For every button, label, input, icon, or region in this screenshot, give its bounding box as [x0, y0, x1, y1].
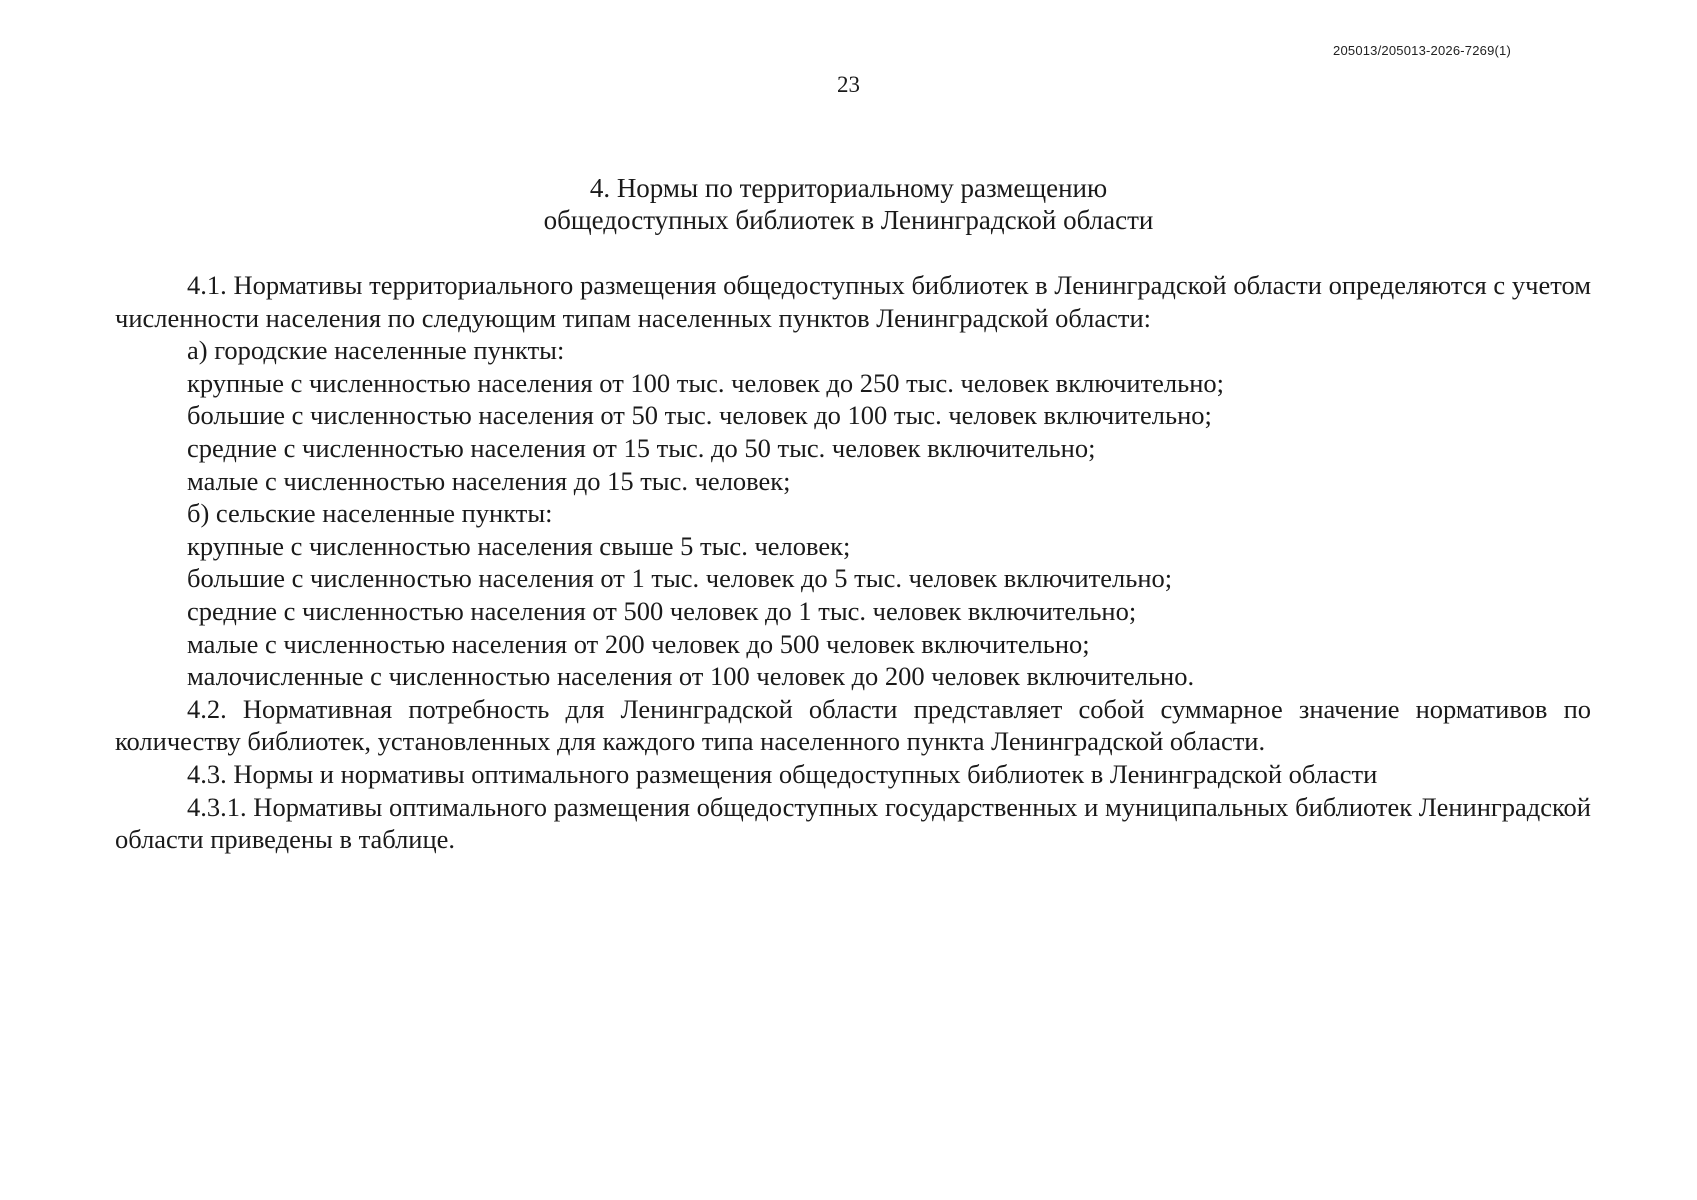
- paragraph-4-3-1: 4.3.1. Нормативы оптимального размещения общедоступных государственных и муниципальных библиотек Ленинградской области приведены в таблице.: [115, 791, 1591, 855]
- paragraph-4-2: 4.2. Нормативная потребность для Ленинградской области представляет собой суммарное значение нормативов по количеству библиотек, установленных для каждого типа населенного пункта Ленинградской области.: [115, 693, 1591, 757]
- list-item: крупные с численностью населения свыше 5 тыс. человек;: [187, 530, 851, 561]
- list-item: средние с численностью населения от 500 человек до 1 тыс. человек включительно;: [187, 595, 1137, 626]
- section-heading-line-1: 4. Нормы по территориальному размещению: [589, 173, 1108, 203]
- list-item: малые с численностью населения от 200 человек до 500 человек включительно;: [187, 628, 1090, 659]
- rural-settlements-title: б) сельские населенные пункты:: [187, 498, 553, 529]
- page-number: 23: [837, 72, 860, 97]
- document-id: 205013/205013-2026-7269(1): [1333, 43, 1511, 58]
- section-heading: [0, 172, 1697, 236]
- list-item: большие с численностью населения от 50 тыс. человек до 100 тыс. человек включительно;: [187, 400, 1212, 431]
- list-item: средние с численностью населения от 15 тыс. до 50 тыс. человек включительно;: [187, 432, 1096, 463]
- list-item: большие с численностью населения от 1 тыс. человек до 5 тыс. человек включительно;: [187, 563, 1173, 594]
- document-body: [115, 269, 1591, 856]
- paragraph-4-1: 4.1. Нормативы территориального размещения общедоступных библиотек в Ленинградской области определяются с учетом численности населения по следующим типам населенных пунктов Ленинградской области:: [115, 270, 1591, 333]
- paragraph-4-3: 4.3. Нормы и нормативы оптимального размещения общедоступных библиотек в Ленинградской области: [187, 758, 1378, 789]
- section-heading-line-2: общедоступных библиотек в Ленинградской области: [543, 205, 1154, 235]
- list-item: крупные с численностью населения от 100 тыс. человек до 250 тыс. человек включительно;: [187, 367, 1225, 398]
- list-item: малочисленные с численностью населения от 100 человек до 200 человек включительно.: [187, 661, 1195, 692]
- list-item: малые с численностью населения до 15 тыс. человек;: [187, 465, 791, 496]
- urban-settlements-title: а) городские населенные пункты:: [187, 335, 565, 366]
